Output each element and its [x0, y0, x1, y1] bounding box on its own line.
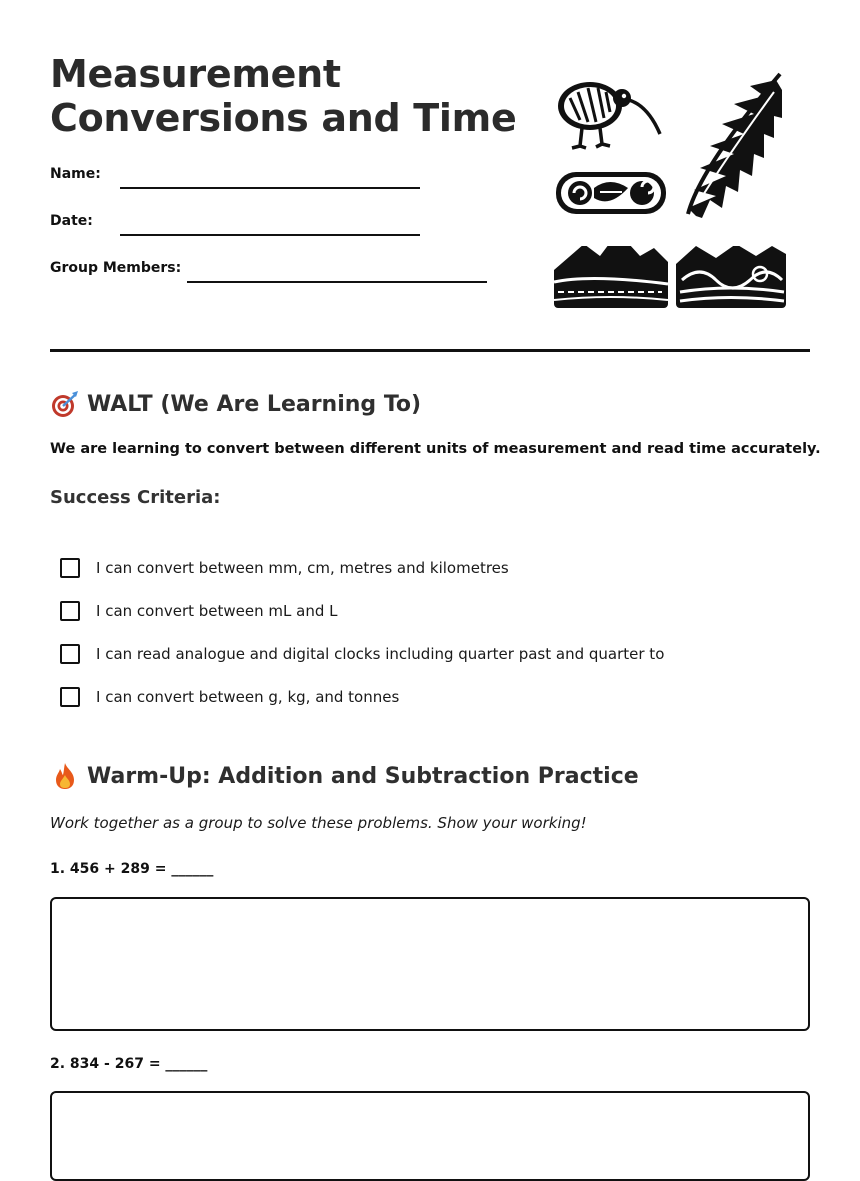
criteria-text: I can convert between g, kg, and tonnes [96, 688, 400, 706]
page-title [50, 52, 516, 140]
walt-statement: We are learning to convert between different units of measurement and read time accurately. [50, 441, 821, 457]
criteria-item[interactable] [60, 685, 399, 709]
answer-box-2[interactable] [50, 1091, 810, 1181]
koru-pattern-icon [556, 172, 666, 214]
header-illustration [550, 68, 790, 310]
date-field[interactable] [120, 234, 420, 236]
fern-frond-icon [688, 74, 782, 218]
group-members-field[interactable] [187, 281, 487, 283]
fire-icon [50, 761, 80, 791]
problem-1-label: 1. 456 + 289 = ______ [50, 861, 214, 877]
criteria-checkbox[interactable] [60, 558, 80, 578]
criteria-text: I can read analogue and digital clocks including quarter past and quarter to [96, 645, 665, 663]
name-field[interactable] [120, 187, 420, 189]
criteria-item[interactable] [60, 599, 337, 623]
walt-title: WALT (We Are Learning To) [87, 391, 422, 417]
warmup-title: Warm-Up: Addition and Subtraction Practice [87, 763, 639, 789]
warmup-heading [50, 761, 639, 791]
answer-box-1[interactable] [50, 897, 810, 1031]
waves-icon [676, 244, 786, 308]
title-line-1: Measurement [50, 52, 341, 96]
target-icon [50, 389, 80, 419]
mountains-icon [554, 232, 668, 308]
header-divider [50, 349, 810, 352]
criteria-checkbox[interactable] [60, 601, 80, 621]
criteria-item[interactable] [60, 642, 664, 666]
success-criteria-heading: Success Criteria: [50, 487, 221, 508]
kiwi-bird-icon [558, 82, 660, 148]
criteria-text: I can convert between mL and L [96, 602, 338, 620]
title-line-2: Conversions and Time [50, 96, 517, 140]
walt-heading [50, 389, 421, 419]
criteria-checkbox[interactable] [60, 687, 80, 707]
criteria-text: I can convert between mm, cm, metres and kilometres [96, 559, 509, 577]
date-label: Date: [50, 213, 93, 229]
problem-2-label: 2. 834 - 267 = ______ [50, 1056, 208, 1072]
name-label: Name: [50, 166, 101, 182]
group-members-label: Group Members: [50, 260, 182, 276]
criteria-item[interactable] [60, 556, 509, 580]
warmup-instruction: Work together as a group to solve these problems. Show your working! [50, 814, 587, 832]
criteria-checkbox[interactable] [60, 644, 80, 664]
